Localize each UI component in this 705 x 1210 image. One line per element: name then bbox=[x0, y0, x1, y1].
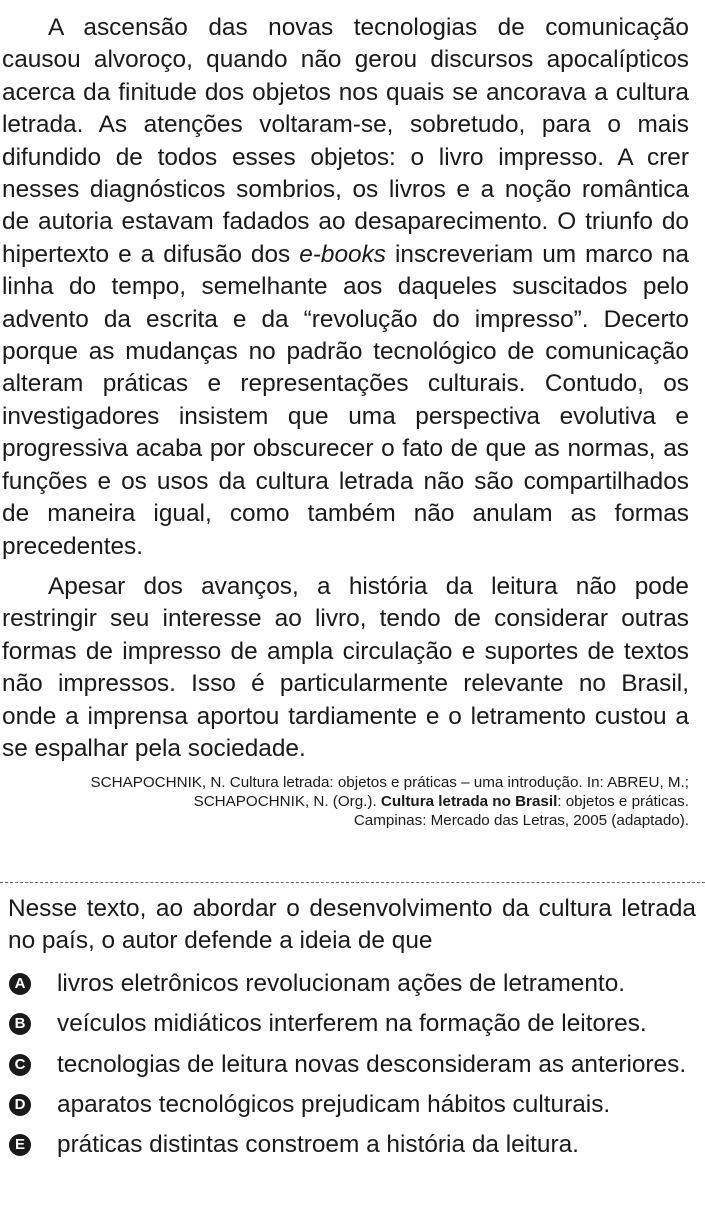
ebooks-italic-term: e-books bbox=[299, 240, 386, 268]
citation-line-3: Campinas: Mercado das Letras, 2005 (adaptado). bbox=[353, 812, 689, 830]
citation-line-2-end: : objetos e práticas. bbox=[557, 793, 689, 811]
answer-options bbox=[8, 968, 696, 1162]
passage-paragraph-2: Apesar dos avanços, a história da leitura não pode restringir seu interesse ao livro, tendo de considerar outras formas de impresso de ampla circulação e suportes de textos não impressos. Isso é particularmente relevante no Brasil, onde a imprensa aportou tardiamente e o letramento custou a se espalhar pela sociedade. bbox=[2, 572, 689, 762]
option-b-text: veículos midiáticos interferem na formação de leitores. bbox=[57, 1010, 647, 1038]
source-citation bbox=[2, 773, 689, 830]
paragraph-1-text-end: inscreveriam um marco na linha do tempo, semelhante aos daqueles suscitados pelo advento da escrita e da “revolução do impresso”. Decerto porque as mudanças no padrão tecnológico de comunicação alteram práticas e representações culturais. Contudo, os investigadores insistem que uma perspectiva evolutiva e progressiva acaba por obscurecer o fato de que as normas, as funções e os usos da cultura letrada não são compartilhados de maneira igual, como também não anulam as formas precedentes. bbox=[2, 240, 689, 560]
option-d-text: aparatos tecnológicos prejudicam hábitos culturais. bbox=[57, 1091, 611, 1119]
option-a-letter-badge: A bbox=[9, 973, 31, 995]
question-stem: Nesse texto, ao abordar o desenvolvimento da cultura letrada no país, o autor defende a ideia de que bbox=[8, 895, 696, 955]
option-d-letter-badge: D bbox=[9, 1094, 31, 1116]
option-b[interactable] bbox=[8, 1008, 696, 1040]
option-b-letter-badge: B bbox=[9, 1013, 31, 1035]
option-a-text: livros eletrônicos revolucionam ações de letramento. bbox=[57, 969, 626, 997]
option-c[interactable] bbox=[8, 1049, 696, 1081]
question-block bbox=[8, 893, 696, 1170]
option-e-text: práticas distintas constroem a história da leitura. bbox=[57, 1131, 579, 1159]
option-c-letter-badge: C bbox=[9, 1054, 31, 1076]
paragraph-1-text-start: A ascensão das novas tecnologias de comunicação causou alvoroço, quando não gerou discursos apocalípticos acerca da finitude dos objetos nos quais se ancorava a cultura letrada. As atenções voltaram-se, sobretudo, para o mais difundido de todos esses objetos: o livro impresso. A crer nesses diagnósticos sombrios, os livros e a noção romântica de autoria estavam fadados ao desaparecimento. O triunfo do hipertexto e a difusão dos bbox=[2, 14, 689, 268]
option-a[interactable] bbox=[8, 968, 696, 1000]
citation-book-title: Cultura letrada no Brasil bbox=[380, 793, 558, 811]
citation-line-2-start: SCHAPOCHNIK, N. (Org.). bbox=[193, 793, 381, 811]
reading-passage bbox=[2, 12, 689, 830]
passage-paragraph-1 bbox=[2, 12, 689, 563]
option-e[interactable] bbox=[8, 1129, 696, 1161]
option-c-text: tecnologias de leitura novas desconsideram as anteriores. bbox=[57, 1050, 687, 1078]
option-e-letter-badge: E bbox=[9, 1134, 31, 1156]
dashed-divider bbox=[0, 882, 705, 883]
option-d[interactable] bbox=[8, 1089, 696, 1121]
citation-line-1: SCHAPOCHNIK, N. Cultura letrada: objetos e práticas – uma introdução. In: ABREU, M.; bbox=[90, 774, 689, 792]
citation-line-2 bbox=[2, 792, 689, 811]
